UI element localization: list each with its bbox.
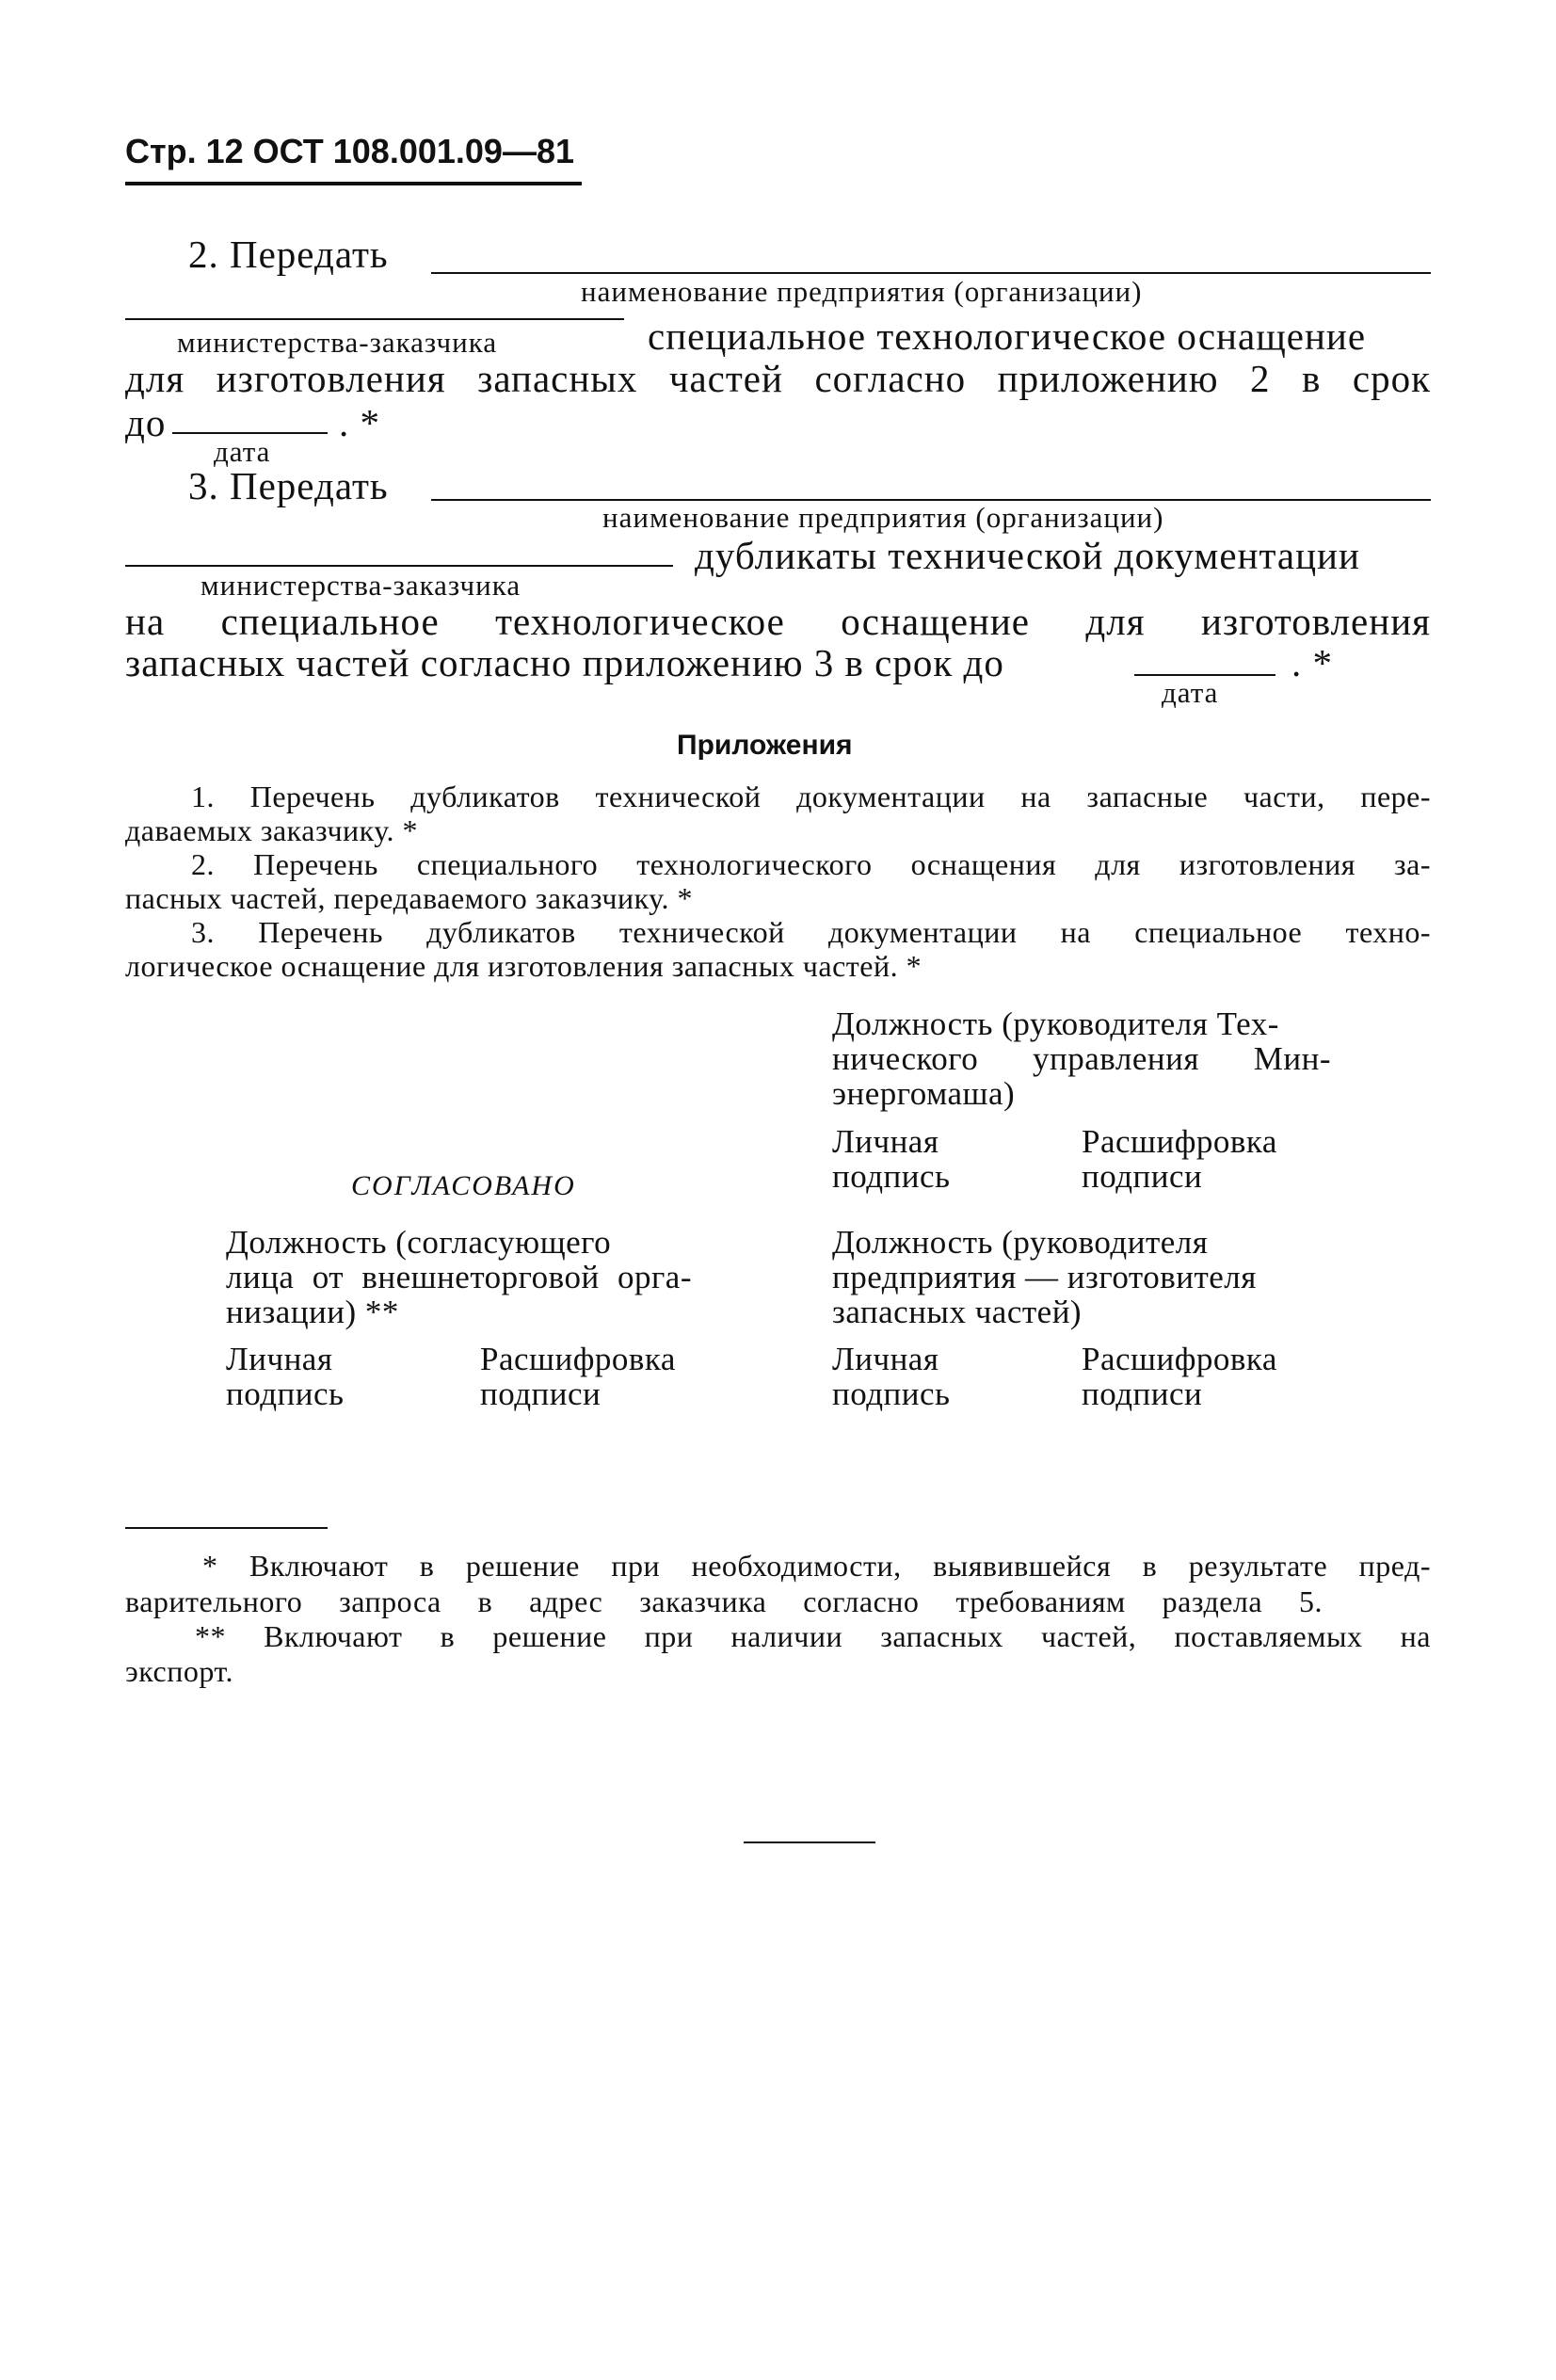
personal-signature-label: подпись: [226, 1375, 345, 1412]
personal-signature-label: подпись: [832, 1158, 951, 1195]
appendix-item-3-line1: 3. Перечень дубликатов технической документации на специальное техно-: [191, 915, 1431, 949]
section3-org-caption: наименование предприятия (организации): [602, 501, 1164, 534]
appendices-title: Приложения: [677, 730, 853, 761]
foreign-trade-position-line2: лица от внешнеторговой орга-: [226, 1259, 692, 1295]
appendix-item-1-line1: 1. Перечень дубликатов технической документации на запасные части, пере-: [191, 780, 1431, 813]
footnote-1-line1: * Включают в решение при необходимости, выявившейся в результате пред-: [202, 1549, 1431, 1583]
section2-lead: 2. Передать: [188, 233, 389, 276]
manufacturer-head-position-line3: запасных частей): [832, 1294, 1083, 1330]
personal-signature-label: Личная: [226, 1341, 333, 1377]
section2-line1-tail: специальное технологическое оснащение: [648, 314, 1367, 358]
appendix-item-1-line2: даваемых заказчику. *: [125, 813, 419, 847]
foreign-trade-position-line1: Должность (согласующего: [226, 1224, 612, 1261]
signature-decoding-label: Расшифровка: [1082, 1341, 1277, 1377]
section2-ministry-blank: [125, 318, 624, 320]
appendix-item-2-line1: 2. Перечень специального технологического оснащения для изготовления за-: [191, 847, 1431, 881]
signature-decoding-label: подписи: [1082, 1158, 1203, 1195]
section2-line2: для изготовления запасных частей согласно приложению 2 в срок: [125, 357, 1431, 400]
head-technical-dept-position-line3: энергомаша): [832, 1075, 1016, 1112]
section2-org-blank: [431, 272, 1431, 274]
head-technical-dept-position-line2: нического управления Мин-: [832, 1040, 1331, 1077]
agreed-label: СОГЛАСОВАНО: [351, 1170, 576, 1201]
footnote-rule: [125, 1527, 328, 1529]
section2-date-caption: дата: [214, 435, 271, 468]
section2-org-caption: наименование предприятия (организации): [581, 275, 1143, 308]
footnote-1-line2: варительного запроса в адрес заказчика согласно требованиям раздела 5.: [125, 1584, 1323, 1618]
head-technical-dept-position-line1: Должность (руководителя Тех-: [832, 1005, 1279, 1042]
page-header: Стр. 12 ОСТ 108.001.09—81: [125, 132, 574, 170]
end-rule: [744, 1841, 875, 1843]
footnote-2-line2: экспорт.: [125, 1654, 233, 1688]
section2-line3-lead: до: [125, 401, 167, 444]
section3-ministry-caption: министерства-заказчика: [201, 569, 521, 602]
header-rule: [125, 182, 582, 185]
signature-decoding-label: Расшифровка: [1082, 1123, 1277, 1160]
footnote-2-line1: ** Включают в решение при наличии запасных частей, поставляемых на: [195, 1619, 1431, 1653]
signature-decoding-label: подписи: [480, 1375, 602, 1412]
foreign-trade-position-line3: низации) **: [226, 1294, 399, 1330]
section3-lead: 3. Передать: [188, 464, 389, 507]
signature-decoding-label: подписи: [1082, 1375, 1203, 1412]
section3-line3-tail: . *: [1291, 641, 1333, 684]
section3-line2: на специальное технологическое оснащение для изготовления: [125, 600, 1431, 643]
section2-ministry-caption: министерства-заказчика: [177, 326, 498, 359]
personal-signature-label: подпись: [832, 1375, 951, 1412]
personal-signature-label: Личная: [832, 1341, 939, 1377]
manufacturer-head-position-line1: Должность (руководителя: [832, 1224, 1209, 1261]
appendix-item-2-line2: пасных частей, передаваемого заказчику. *: [125, 881, 693, 915]
personal-signature-label: Личная: [832, 1123, 939, 1160]
section3-ministry-blank: [125, 565, 673, 567]
section2-line3-tail: . *: [339, 401, 380, 444]
manufacturer-head-position-line2: предприятия — изготовителя: [832, 1259, 1257, 1295]
appendix-item-3-line2: логическое оснащение для изготовления запасных частей. *: [125, 949, 922, 983]
section3-line1-tail: дубликаты технической документации: [695, 534, 1360, 577]
section3-line3-lead: запасных частей согласно приложению 3 в срок до: [125, 641, 1004, 684]
section3-date-caption: дата: [1162, 676, 1219, 709]
section2-date-blank: [172, 432, 328, 434]
signature-decoding-label: Расшифровка: [480, 1341, 676, 1377]
